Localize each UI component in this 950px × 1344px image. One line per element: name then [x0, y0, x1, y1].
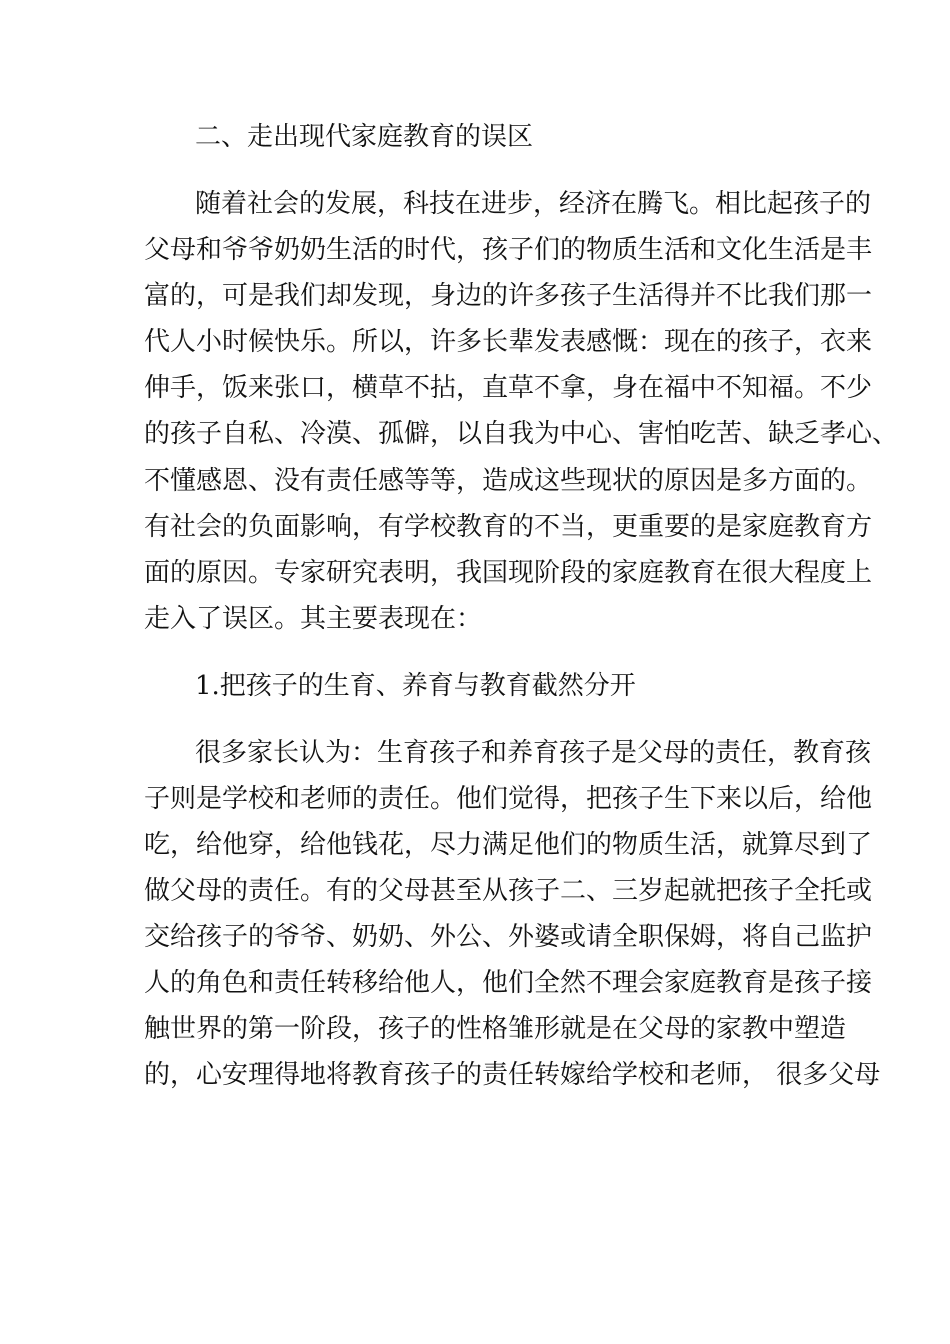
- paragraph-line: 吃，给他穿，给他钱花，尽力满足他们的物质生活，就算尽到了: [144, 830, 873, 860]
- paragraph-line: 人的角色和责任转移给他人，他们全然不理会家庭教育是孩子接: [144, 968, 873, 998]
- paragraph-line: 的，心安理得地将教育孩子的责任转嫁给学校和老师， 很多父母: [144, 1060, 881, 1090]
- paragraph-line: 的孩子自私、冷漠、孤僻，以自我为中心、害怕吃苦、缺乏孝心、: [144, 419, 899, 449]
- paragraph-line: 随着社会的发展，科技在进步，经济在腾飞。相比起孩子的: [195, 189, 872, 219]
- paragraph-line: 子则是学校和老师的责任。他们觉得，把孩子生下来以后，给他: [144, 784, 873, 814]
- paragraph-line: 交给孩子的爷爷、奶奶、外公、外婆或请全职保姆，将自己监护: [144, 922, 873, 952]
- paragraph-line: 面的原因。专家研究表明，我国现阶段的家庭教育在很大程度上: [144, 558, 873, 588]
- paragraph-line: 做父母的责任。有的父母甚至从孩子二、三岁起就把孩子全托或: [144, 876, 873, 906]
- paragraph-line: 很多家长认为：生育孩子和养育孩子是父母的责任，教育孩: [195, 738, 872, 768]
- paragraph-line: 走入了误区。其主要表现在：: [144, 604, 483, 634]
- section-heading: 二、走出现代家庭教育的误区: [195, 122, 534, 152]
- paragraph-line: 富的，可是我们却发现，身边的许多孩子生活得并不比我们那一: [144, 281, 873, 311]
- paragraph-line: 有社会的负面影响，有学校教育的不当，更重要的是家庭教育方: [144, 512, 873, 542]
- paragraph-line: 伸手，饭来张口，横草不拈，直草不拿，身在福中不知福。不少: [144, 373, 873, 403]
- paragraph-line: 代人小时候快乐。所以，许多长辈发表感慨：现在的孩子，衣来: [144, 327, 873, 357]
- paragraph-line: 父母和爷爷奶奶生活的时代，孩子们的物质生活和文化生活是丰: [144, 235, 873, 265]
- paragraph-line: 不懂感恩、没有责任感等等，造成这些现状的原因是多方面的。: [144, 466, 873, 496]
- paragraph-line: 触世界的第一阶段，孩子的性格雏形就是在父母的家教中塑造: [144, 1014, 847, 1044]
- subheading-1: 1.把孩子的生育、养育与教育截然分开: [195, 671, 636, 701]
